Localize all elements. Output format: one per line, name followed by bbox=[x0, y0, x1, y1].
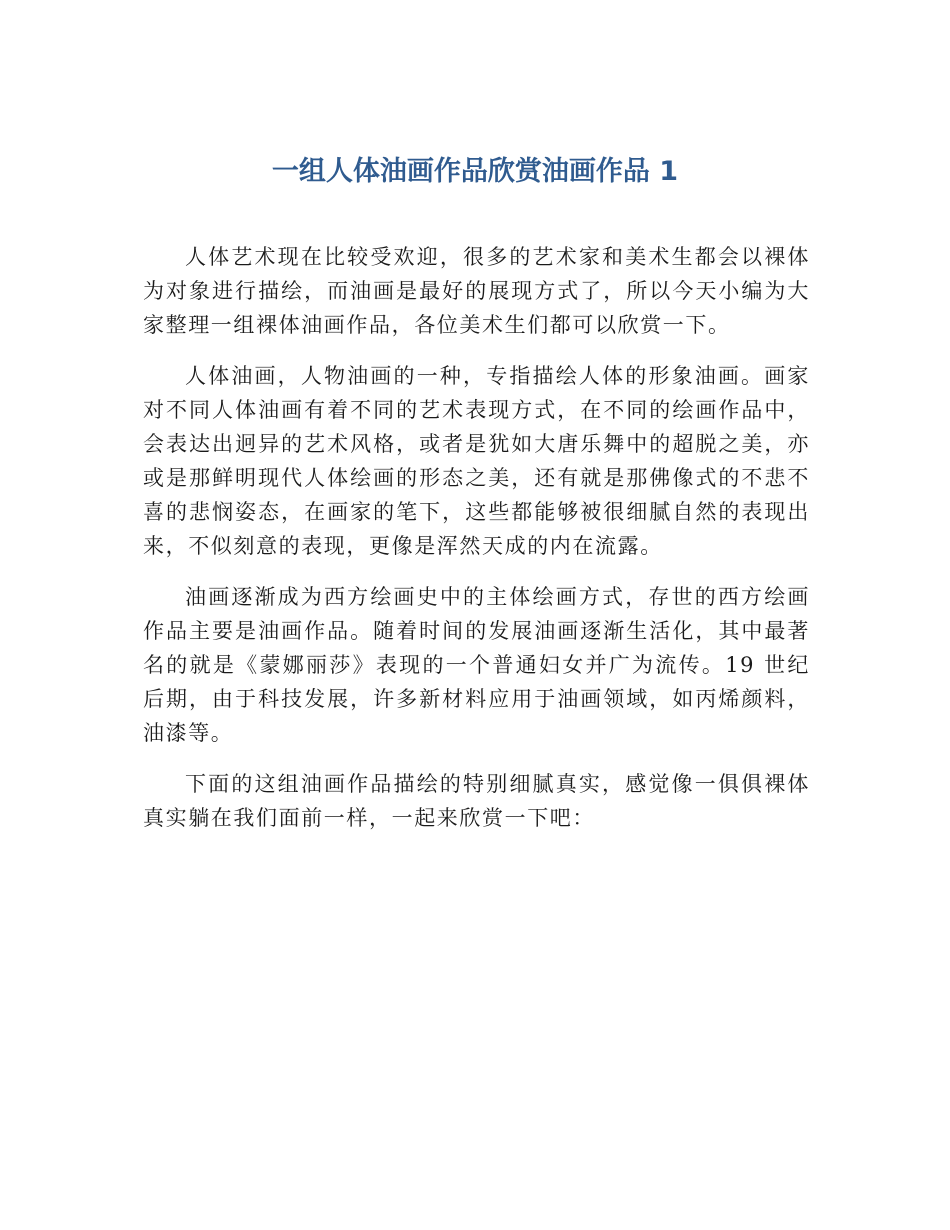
paragraph-intro: 人体艺术现在比较受欢迎，很多的艺术家和美术生都会以裸体为对象进行描绘，而油画是最好的展现方式了，所以今天小编为大家整理一组裸体油画作品，各位美术生们都可以欣赏一下。 bbox=[143, 245, 810, 337]
paragraph-history: 油画逐渐成为西方绘画史中的主体绘画方式，存世的西方绘画作品主要是油画作品。随着时间的发展油画逐渐生活化，其中最著名的就是《蒙娜丽莎》表现的一个普通妇女并广为流传。19 世纪后期，由于科技发展，许多新材料应用于油画领域，如丙烯颜料，油漆等。 bbox=[143, 585, 810, 745]
document-title: 一组人体油画作品欣赏油画作品 1 bbox=[271, 156, 679, 187]
paragraph-definition: 人体油画，人物油画的一种，专指描绘人体的形象油画。画家对不同人体油画有着不同的艺术表现方式，在不同的绘画作品中，会表达出迥异的艺术风格，或者是犹如大唐乐舞中的超脱之美，亦或是那鲜明现代人体绘画的形态之美，还有就是那佛像式的不悲不喜的悲悯姿态，在画家的笔下，这些都能够被很细腻自然的表现出来，不似刻意的表现，更像是浑然天成的内在流露。 bbox=[143, 364, 810, 558]
document-body bbox=[143, 240, 810, 852]
paragraph-closing: 下面的这组油画作品描绘的特别细腻真实，感觉像一俱俱裸体真实躺在我们面前一样，一起来欣赏一下吧： bbox=[143, 772, 810, 830]
